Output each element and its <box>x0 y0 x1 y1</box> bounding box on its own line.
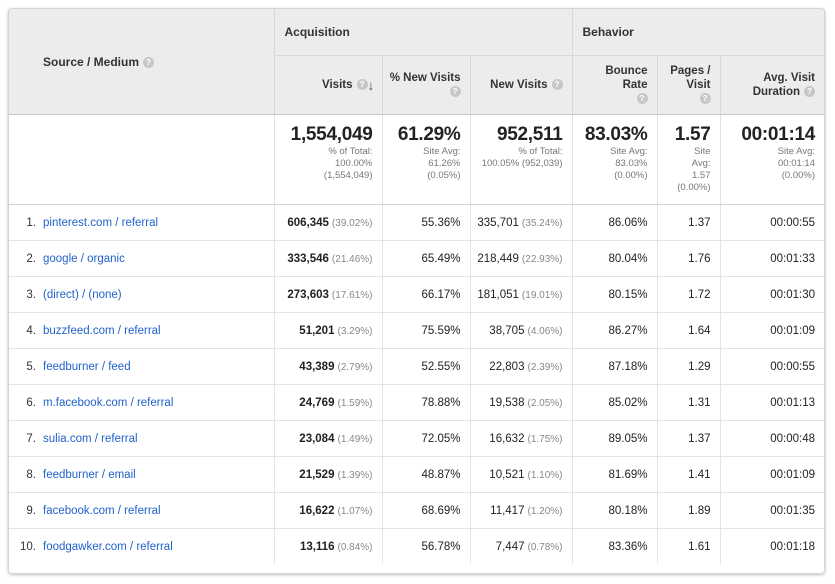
source-link[interactable]: pinterest.com / referral <box>43 216 159 229</box>
totals-new-visits-line2: 100.05% (952,039) <box>481 158 563 169</box>
row-index: 10. <box>20 540 36 553</box>
row-visits <box>274 421 382 457</box>
row-avg-duration: 00:01:09 <box>720 457 824 493</box>
row-visits <box>274 385 382 421</box>
row-bounce-rate: 83.36% <box>572 529 657 565</box>
totals-bounce-rate <box>572 115 657 205</box>
row-source-cell <box>9 529 274 565</box>
new-visits-label: New Visits <box>490 79 548 91</box>
row-new-visits <box>470 277 572 313</box>
totals-new-visits-line1: % of Total: <box>518 146 563 157</box>
totals-pages-per-visit-line3: 1.57 <box>692 170 711 181</box>
row-source-cell <box>9 421 274 457</box>
row-source-cell <box>9 457 274 493</box>
acquisition-label: Acquisition <box>284 25 350 39</box>
row-visits-value: 13,116 <box>299 540 335 553</box>
row-new-visits-share: (0.78%) <box>527 541 563 553</box>
column-header-new-visits-pct[interactable] <box>382 56 470 115</box>
totals-bounce-rate-value: 83.03% <box>584 124 648 145</box>
row-visits-pct: (1.39%) <box>337 469 373 481</box>
row-index: 6. <box>26 396 36 409</box>
row-visits-pct: (1.07%) <box>337 505 373 517</box>
row-visits-value: 51,201 <box>299 324 335 337</box>
row-new-visits-share: (1.75%) <box>527 433 563 445</box>
row-index: 5. <box>26 360 36 373</box>
row-visits <box>274 313 382 349</box>
row-bounce-rate: 86.27% <box>572 313 657 349</box>
row-visits <box>274 457 382 493</box>
help-icon-visits[interactable]: ? <box>357 79 368 90</box>
row-visits-value: 333,546 <box>287 252 329 265</box>
totals-visits-value: 1,554,049 <box>290 124 373 145</box>
row-avg-duration: 00:01:33 <box>720 241 824 277</box>
row-visits-value: 24,769 <box>299 396 335 409</box>
row-visits-value: 273,603 <box>287 288 329 301</box>
table-row[interactable] <box>9 421 824 457</box>
table-row[interactable] <box>9 385 824 421</box>
row-new-visits-pct: 75.59% <box>382 313 470 349</box>
row-new-visits <box>470 421 572 457</box>
row-new-visits-pct: 65.49% <box>382 241 470 277</box>
row-index: 7. <box>26 432 36 445</box>
totals-new-visits-pct <box>382 115 470 205</box>
row-new-visits-value: 19,538 <box>489 396 525 409</box>
row-new-visits-value: 38,705 <box>489 324 525 337</box>
sort-arrow-icon[interactable]: ↓ <box>367 77 375 93</box>
group-header-acquisition <box>274 9 572 56</box>
row-visits-pct: (39.02%) <box>331 217 373 229</box>
column-header-bounce-rate[interactable] <box>572 56 657 115</box>
row-visits-value: 606,345 <box>287 216 329 229</box>
totals-new-visits-value: 952,511 <box>496 124 563 145</box>
totals-bounce-rate-line3: (0.00%) <box>614 170 648 181</box>
totals-new-visits <box>470 115 572 205</box>
row-visits <box>274 493 382 529</box>
help-icon-avg-visit-duration[interactable]: ? <box>804 86 815 97</box>
help-icon-source-medium[interactable]: ? <box>143 57 154 68</box>
source-link[interactable]: m.facebook.com / referral <box>43 396 174 409</box>
header-group-row <box>9 9 824 56</box>
row-visits <box>274 277 382 313</box>
help-icon-pages-per-visit[interactable]: ? <box>700 93 711 104</box>
row-avg-duration: 00:01:09 <box>720 313 824 349</box>
source-link[interactable]: google / organic <box>43 252 125 265</box>
row-new-visits-pct: 72.05% <box>382 421 470 457</box>
row-pages-per-visit: 1.61 <box>657 529 720 565</box>
row-new-visits <box>470 385 572 421</box>
row-visits-pct: (17.61%) <box>331 289 373 301</box>
totals-avg-visit-duration-line1: Site Avg: <box>777 146 815 157</box>
avg-visit-duration-label: Avg. Visit Duration <box>752 72 815 98</box>
table-row[interactable] <box>9 529 824 565</box>
row-new-visits <box>470 529 572 565</box>
row-new-visits-value: 22,803 <box>489 360 525 373</box>
row-source-cell <box>9 385 274 421</box>
row-new-visits <box>470 241 572 277</box>
totals-visits <box>274 115 382 205</box>
totals-new-visits-pct-line2: 61.26% <box>428 158 461 169</box>
row-avg-duration: 00:00:55 <box>720 205 824 241</box>
row-bounce-rate: 80.04% <box>572 241 657 277</box>
row-new-visits-share: (35.24%) <box>521 217 563 229</box>
table-row[interactable] <box>9 349 824 385</box>
row-new-visits-share: (1.20%) <box>527 505 563 517</box>
help-icon-new-visits-pct[interactable]: ? <box>450 86 461 97</box>
row-new-visits <box>470 205 572 241</box>
totals-bounce-rate-line2: 83.03% <box>615 158 648 169</box>
row-pages-per-visit: 1.89 <box>657 493 720 529</box>
row-visits-value: 43,389 <box>299 360 335 373</box>
totals-pages-per-visit-line2: Avg: <box>691 158 711 169</box>
row-visits-value: 16,622 <box>299 504 335 517</box>
totals-avg-visit-duration-line3: (0.00%) <box>781 170 815 181</box>
bounce-rate-label: Bounce Rate <box>605 65 648 91</box>
row-visits-value: 21,529 <box>299 468 335 481</box>
row-avg-duration: 00:00:48 <box>720 421 824 457</box>
totals-pages-per-visit-line1: Site <box>694 146 711 157</box>
row-visits-pct: (1.49%) <box>337 433 373 445</box>
totals-visits-line1: % of Total: <box>328 146 373 157</box>
row-new-visits-pct: 48.87% <box>382 457 470 493</box>
totals-bounce-rate-line1: Site Avg: <box>610 146 648 157</box>
row-visits-value: 23,084 <box>299 432 335 445</box>
totals-pages-per-visit-value: 1.57 <box>674 124 711 145</box>
row-new-visits-value: 218,449 <box>477 252 519 265</box>
totals-new-visits-pct-line1: Site Avg: <box>423 146 461 157</box>
row-new-visits-pct: 55.36% <box>382 205 470 241</box>
behavior-label: Behavior <box>582 25 634 39</box>
row-new-visits-pct: 56.78% <box>382 529 470 565</box>
row-source-cell <box>9 349 274 385</box>
totals-row <box>9 115 824 205</box>
row-new-visits-share: (22.93%) <box>521 253 563 265</box>
totals-pages-per-visit-line4: (0.00%) <box>677 182 711 193</box>
row-index: 1. <box>26 216 36 229</box>
row-pages-per-visit: 1.29 <box>657 349 720 385</box>
row-bounce-rate: 89.05% <box>572 421 657 457</box>
row-source-cell <box>9 205 274 241</box>
totals-pages-per-visit <box>657 115 720 205</box>
column-header-visits[interactable] <box>274 56 382 115</box>
row-pages-per-visit: 1.41 <box>657 457 720 493</box>
row-index: 3. <box>26 288 36 301</box>
row-visits-pct: (21.46%) <box>331 253 373 265</box>
table-row[interactable] <box>9 457 824 493</box>
row-new-visits <box>470 457 572 493</box>
source-medium-label: Source / Medium <box>43 54 140 69</box>
totals-avg-visit-duration-value: 00:01:14 <box>741 124 815 145</box>
row-visits <box>274 241 382 277</box>
totals-blank-cell <box>9 115 274 205</box>
row-visits <box>274 349 382 385</box>
row-avg-duration: 00:01:35 <box>720 493 824 529</box>
group-header-behavior <box>572 9 824 56</box>
row-source-cell <box>9 241 274 277</box>
source-link[interactable]: foodgawker.com / referral <box>43 540 173 553</box>
source-link[interactable]: feedburner / email <box>43 468 136 481</box>
row-avg-duration: 00:01:13 <box>720 385 824 421</box>
row-bounce-rate: 80.15% <box>572 277 657 313</box>
row-new-visits-pct: 68.69% <box>382 493 470 529</box>
new-visits-pct-label: % New Visits <box>389 72 461 84</box>
row-bounce-rate: 81.69% <box>572 457 657 493</box>
row-new-visits <box>470 313 572 349</box>
row-new-visits-value: 7,447 <box>495 540 525 553</box>
totals-new-visits-pct-value: 61.29% <box>397 124 461 145</box>
help-icon-new-visits[interactable]: ? <box>552 79 563 90</box>
row-source-cell <box>9 277 274 313</box>
column-header-new-visits[interactable] <box>470 56 572 115</box>
row-visits-pct: (3.29%) <box>337 325 373 337</box>
row-avg-duration: 00:01:30 <box>720 277 824 313</box>
table-row[interactable] <box>9 241 824 277</box>
row-new-visits-value: 335,701 <box>477 216 519 229</box>
row-new-visits-share: (4.06%) <box>527 325 563 337</box>
totals-visits-line2: 100.00% <box>334 158 373 169</box>
source-link[interactable]: facebook.com / referral <box>43 504 161 517</box>
row-new-visits-value: 181,051 <box>477 288 519 301</box>
row-pages-per-visit: 1.31 <box>657 385 720 421</box>
row-source-cell <box>9 493 274 529</box>
row-new-visits <box>470 349 572 385</box>
source-link[interactable]: buzzfeed.com / referral <box>43 324 161 337</box>
row-visits-pct: (2.79%) <box>337 361 373 373</box>
row-visits <box>274 205 382 241</box>
row-index: 8. <box>26 468 36 481</box>
row-new-visits-share: (19.01%) <box>521 289 563 301</box>
row-avg-duration: 00:00:55 <box>720 349 824 385</box>
table-row[interactable] <box>9 493 824 529</box>
totals-avg-visit-duration-line2: 00:01:14 <box>778 158 815 169</box>
acquisition-report-table <box>9 9 824 564</box>
table-row[interactable] <box>9 313 824 349</box>
row-pages-per-visit: 1.37 <box>657 205 720 241</box>
row-index: 4. <box>26 324 36 337</box>
row-pages-per-visit: 1.37 <box>657 421 720 457</box>
column-header-source-medium[interactable] <box>9 9 274 115</box>
row-avg-duration: 00:01:18 <box>720 529 824 565</box>
row-bounce-rate: 86.06% <box>572 205 657 241</box>
row-new-visits-value: 16,632 <box>489 432 525 445</box>
row-visits-pct: (0.84%) <box>337 541 373 553</box>
row-new-visits-value: 11,417 <box>490 504 525 517</box>
row-pages-per-visit: 1.72 <box>657 277 720 313</box>
row-new-visits-share: (2.05%) <box>527 397 563 409</box>
row-new-visits-share: (2.39%) <box>527 361 563 373</box>
row-pages-per-visit: 1.76 <box>657 241 720 277</box>
column-header-avg-visit-duration[interactable] <box>720 56 824 115</box>
row-new-visits-pct: 52.55% <box>382 349 470 385</box>
row-index: 2. <box>26 252 36 265</box>
row-source-cell <box>9 313 274 349</box>
row-bounce-rate: 87.18% <box>572 349 657 385</box>
row-bounce-rate: 85.02% <box>572 385 657 421</box>
totals-new-visits-pct-line3: (0.05%) <box>427 170 461 181</box>
row-new-visits-share: (1.10%) <box>527 469 563 481</box>
table-row[interactable] <box>9 205 824 241</box>
row-bounce-rate: 80.18% <box>572 493 657 529</box>
totals-visits-line3: (1,554,049) <box>323 170 373 181</box>
totals-avg-visit-duration <box>720 115 824 205</box>
table-row[interactable] <box>9 277 824 313</box>
row-visits <box>274 529 382 565</box>
source-link[interactable]: feedburner / feed <box>43 360 131 373</box>
row-new-visits-value: 10,521 <box>489 468 525 481</box>
row-new-visits <box>470 493 572 529</box>
row-new-visits-pct: 78.88% <box>382 385 470 421</box>
row-index: 9. <box>26 504 36 517</box>
pages-per-visit-label: Pages / Visit <box>670 65 711 91</box>
source-link[interactable]: sulia.com / referral <box>43 432 138 445</box>
row-new-visits-pct: 66.17% <box>382 277 470 313</box>
help-icon-bounce-rate[interactable]: ? <box>637 93 648 104</box>
source-link[interactable]: (direct) / (none) <box>43 288 122 301</box>
report-table-panel <box>8 8 825 574</box>
column-header-pages-per-visit[interactable] <box>657 56 720 115</box>
row-visits-pct: (1.59%) <box>337 397 373 409</box>
row-pages-per-visit: 1.64 <box>657 313 720 349</box>
visits-label: Visits <box>322 79 353 91</box>
